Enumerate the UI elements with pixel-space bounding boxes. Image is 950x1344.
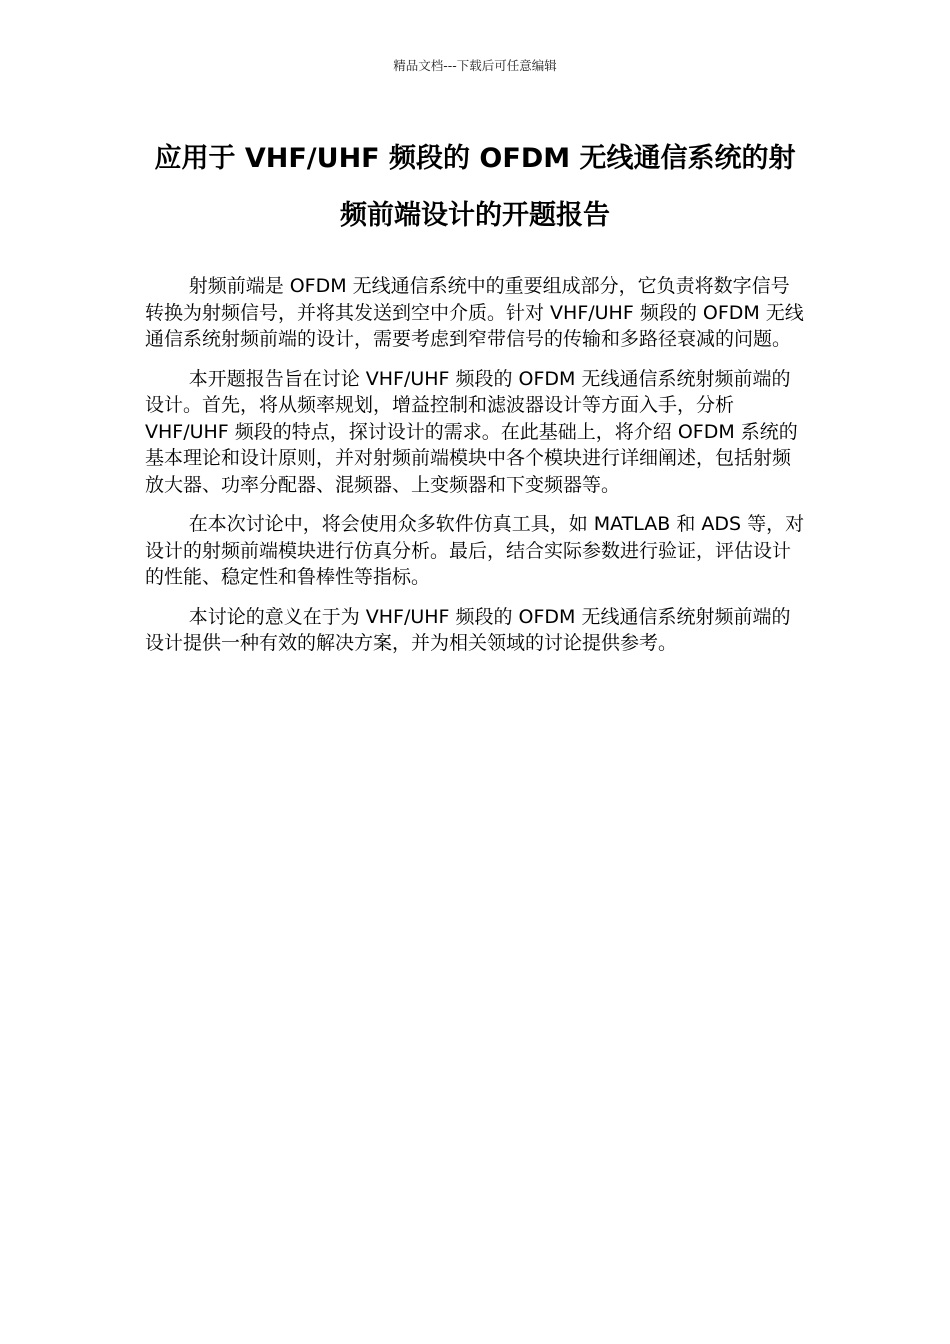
- paragraph-simulation: 在本次讨论中，将会使用众多软件仿真工具，如 MATLAB 和 ADS 等，对设计的射频前端模块进行仿真分析。最后，结合实际参数进行验证，评估设计的性能、稳定性和鲁棒性等指标。: [145, 513, 805, 588]
- title-line-1: 应用于 VHF/UHF 频段的 OFDM 无线通信系统的射: [154, 143, 796, 174]
- paragraph-significance: 本讨论的意义在于为 VHF/UHF 频段的 OFDM 无线通信系统射频前端的设计提供一种有效的解决方案，并为相关领域的讨论提供参考。: [145, 605, 791, 654]
- page-header: 精品文档---下载后可任意编辑: [393, 58, 557, 73]
- document-body: [145, 273, 805, 670]
- title-line-2: 频前端设计的开题报告: [340, 200, 610, 231]
- document-title: [120, 130, 830, 244]
- paragraph-intro: 射频前端是 OFDM 无线通信系统中的重要组成部分，它负责将数字信号转换为射频信号，并将其发送到空中介质。针对 VHF/UHF 频段的 OFDM 无线通信系统射频前端的设计，需要考虑到窄带信号的传输和多路径衰减的问题。: [145, 275, 804, 350]
- paragraph-purpose: 本开题报告旨在讨论 VHF/UHF 频段的 OFDM 无线通信系统射频前端的设计。首先，将从频率规划，增益控制和滤波器设计等方面入手，分析 VHF/UHF 频段的特点，探讨设计的需求。在此基础上，将介绍 OFDM 系统的基本理论和设计原则，并对射频前端模块中各个模块进行详细阐述，包括射频放大器、功率分配器、混频器、上变频器和下变频器等。: [145, 367, 798, 496]
